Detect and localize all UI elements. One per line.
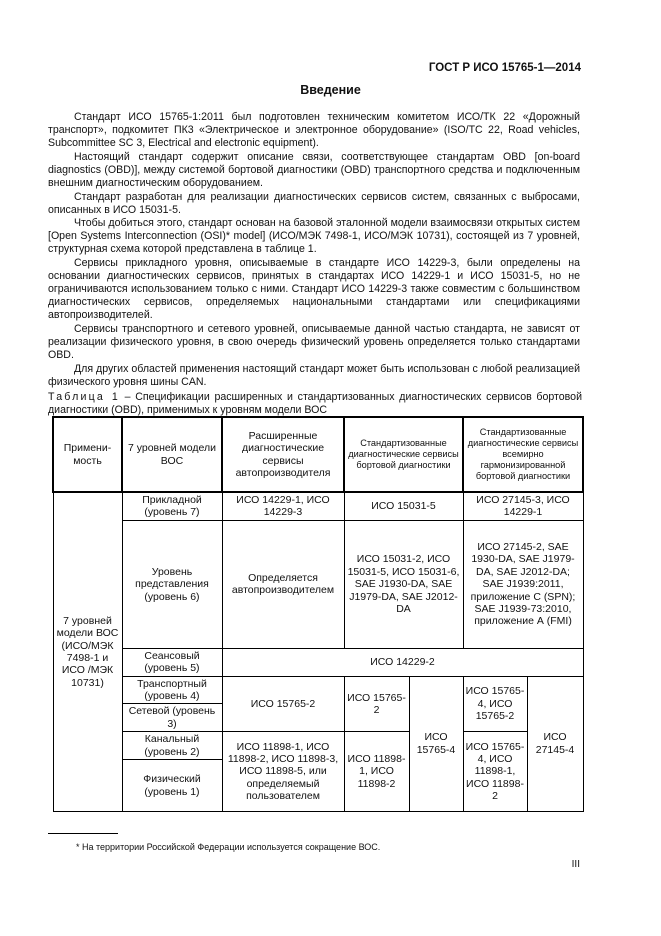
table-caption-lead: Таблица 1: [48, 391, 120, 403]
table-caption-text: – Спецификации расширенных и стандартизованных диагностических сервисов бортовой диагностики (OBD), применимых к уровням модели ВОС: [48, 391, 582, 416]
layer-datalink: Канальный (уровень 2): [122, 732, 222, 760]
page-number: III: [571, 859, 580, 870]
header-layers: 7 уровней модели ВОС: [122, 417, 222, 492]
application-extended: ИСО 14229-1, ИСО 14229-3: [222, 492, 344, 520]
row-group-osi: 7 уровней модели ВОС (ИСО/МЭК 7498-1 и ИСО /МЭК 10731): [53, 492, 122, 812]
paragraph: Чтобы добиться этого, стандарт основан на базовой эталонной модели взаимосвязи открытых систем [Open Systems Interconnection (OSI)* model] (ИСО/МЭК 7498-1, ИСО/МЭК 10731), состоящей из 7 уровней, структурная схема которой представлена в таблице 1.: [48, 217, 580, 256]
paragraph: Стандарт ИСО 15765-1:2011 был подготовлен техническим комитетом ИСО/ТК 22 «Дорожный транспорт», подкомитет ПК3 «Электрическое и электронное оборудование» (ISO/TC 22, Road vehicles, Subcommittee SC 3, Electrical and electronic equipment).: [48, 111, 580, 150]
application-standard: ИСО 15031-5: [344, 492, 463, 520]
session-value: ИСО 14229-2: [222, 648, 583, 676]
header-harmonized: Стандартизованные диагностические сервисы всемирно гармонизированной бортовой диагностики: [463, 417, 583, 492]
paragraph: Сервисы прикладного уровня, описываемые в стандарте ИСО 14229-3, были определены на основании диагностических сервисов, принятых в стандартах ИСО 14229-1 и ИСО 15031-5, но не ограничиваются использованием только с ними. Стандарт ИСО 14229-3 также совместим с большинством диагностических сервисов, определяемых национальными стандартами или спецификациями автопроизводителей.: [48, 257, 580, 322]
layer-session: Сеансовый (уровень 5): [122, 648, 222, 676]
presentation-harmonized: ИСО 27145-2, SAE 1930-DA, SAE J1979-DA, SAE J2012-DA; SAE J1939:2011, приложение С (SPN); SAE J1939-73:2010, приложение А (FMI): [463, 520, 583, 648]
layer-application: Прикладной (уровень 7): [122, 492, 222, 520]
table-caption: [48, 391, 582, 417]
transport-network-harmonized: ИСО 15765-4, ИСО 15765-2: [463, 676, 527, 732]
presentation-standard: ИСО 15031-2, ИСО 15031-5, ИСО 15031-6, SAE J1930-DA, SAE J1979-DA, SAE J2012-DA: [344, 520, 463, 648]
paragraph: Стандарт разработан для реализации диагностических сервисов систем, связанных с выбросами, описанных в ИСО 15031-5.: [48, 190, 580, 216]
application-harmonized: ИСО 27145-3, ИСО 14229-1: [463, 492, 583, 520]
datalink-physical-extended: ИСО 11898-1, ИСО 11898-2, ИСО 11898-3, ИСО 11898-5, или определяемый пользователем: [222, 732, 344, 812]
layer-network: Сетевой (уровень 3): [122, 704, 222, 732]
iso-15765-4: ИСО 15765-4: [409, 676, 463, 811]
transport-network-standard: ИСО 15765-2: [344, 676, 409, 732]
iso-27145-4: ИСО 27145-4: [527, 676, 583, 811]
datalink-physical-standard: ИСО 11898-1, ИСО 11898-2: [344, 732, 409, 812]
paragraph: Для других областей применения настоящий стандарт может быть использован с любой реализацией физического уровня шины CAN.: [48, 362, 580, 388]
header-applicability: Примени-мость: [53, 417, 122, 492]
footnote: * На территории Российской Федерации используется сокращение ВОС.: [76, 842, 381, 852]
paragraph: Настоящий стандарт содержит описание связи, соответствующее стандартам OBD [on-board diagnostics (OBD)], между системой бортовой диагностики (OBD) транспортного средства и подключенным внешним диагностическим оборудованием.: [48, 150, 580, 189]
footnote-divider: [48, 833, 118, 834]
layer-physical: Физический (уровень 1): [122, 760, 222, 812]
datalink-physical-harmonized: ИСО 15765-4, ИСО 11898-1, ИСО 11898-2: [463, 732, 527, 812]
transport-network-extended: ИСО 15765-2: [222, 676, 344, 732]
presentation-extended: Определяется автопроизводителем: [222, 520, 344, 648]
body-text: [48, 111, 580, 389]
osi-table: [52, 416, 584, 812]
header-extended: Расширенные диагностические сервисы автопроизводителя: [222, 417, 344, 492]
section-title: Введение: [300, 83, 361, 97]
layer-presentation: Уровень представления (уровень 6): [122, 520, 222, 648]
document-id: ГОСТ Р ИСО 15765-1—2014: [428, 62, 581, 74]
header-standard: Стандартизованные диагностические сервисы бортовой диагностики: [344, 417, 463, 492]
layer-transport: Транспортный (уровень 4): [122, 676, 222, 704]
paragraph: Сервисы транспортного и сетевого уровней, описываемые данной частью стандарта, не зависят от реализации физического уровня, в свою очередь физический уровень определяется только стандартами OBD.: [48, 323, 580, 362]
